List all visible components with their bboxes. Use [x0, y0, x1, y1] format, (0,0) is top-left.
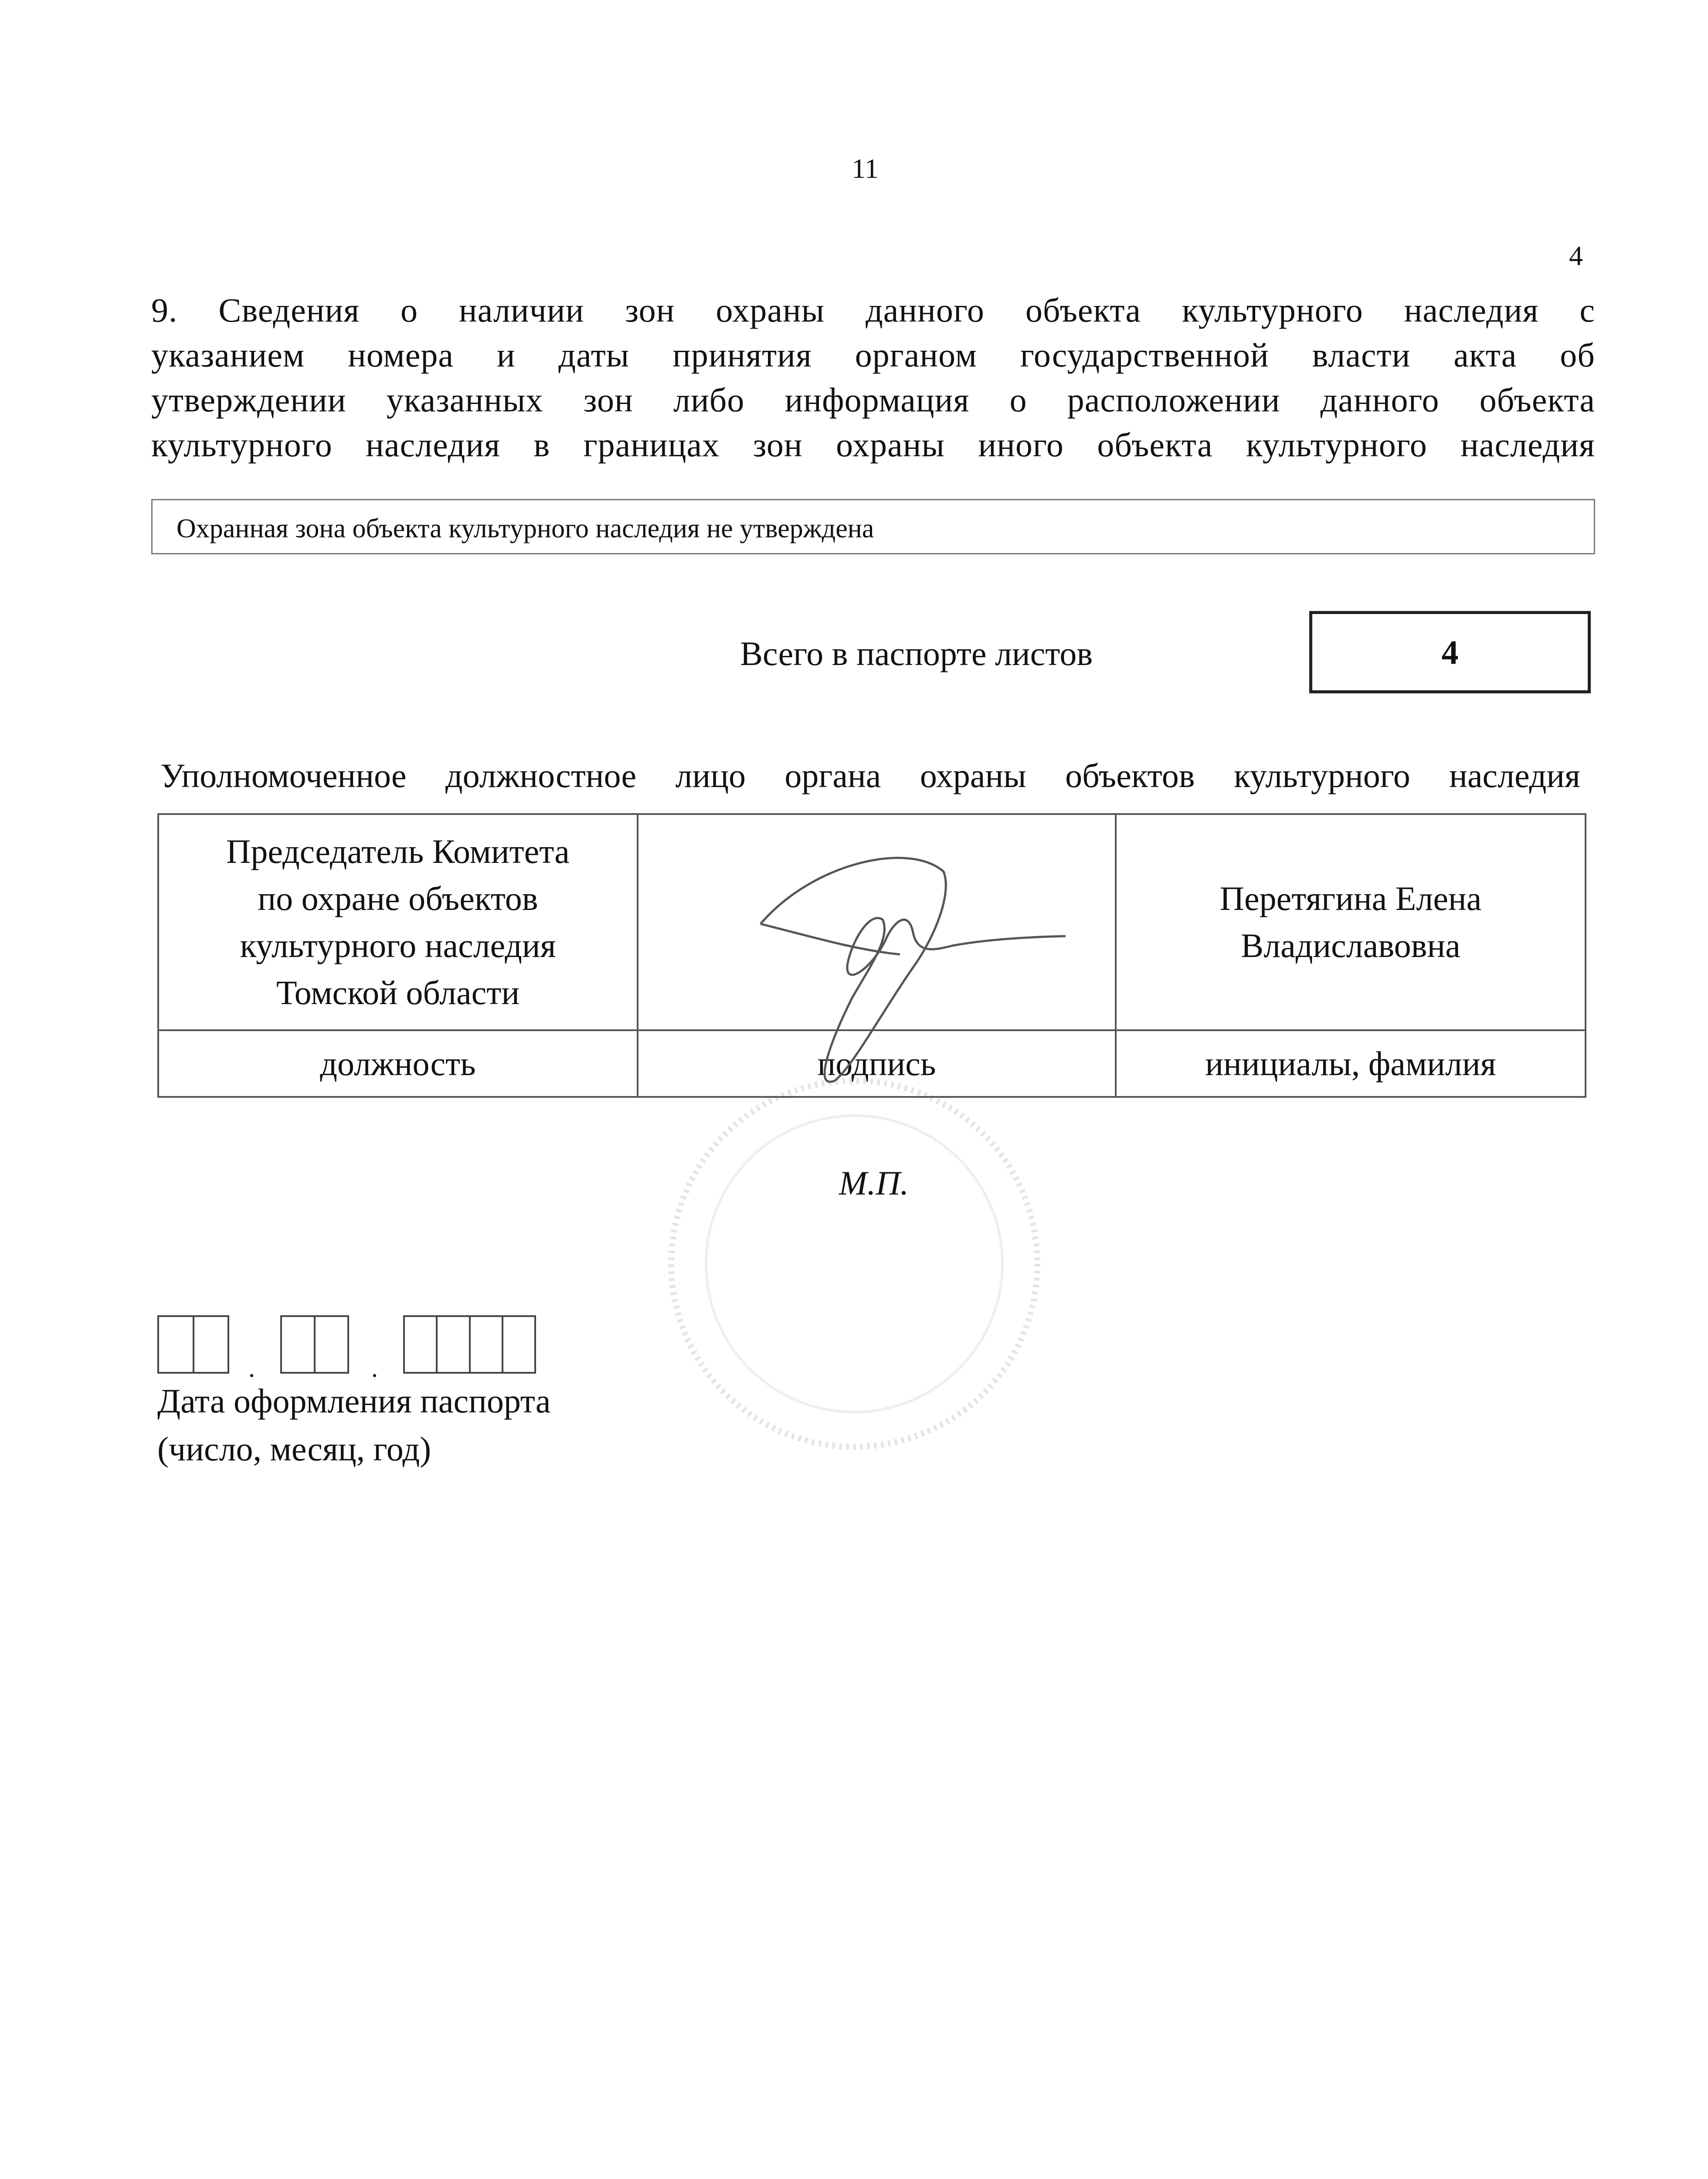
heading-line: указанием номера и даты принятия органом государственной власти акта об — [151, 336, 1595, 374]
date-separator: . — [371, 1354, 378, 1382]
official-signature-table — [157, 813, 1586, 1098]
caption-position: должность — [158, 1030, 638, 1097]
caption-name: инициалы, фамилия — [1116, 1030, 1586, 1097]
protection-zone-value: Охранная зона объекта культурного наследия не утверждена — [177, 514, 874, 543]
name-line: Перетягина Елена — [1219, 879, 1482, 917]
authorized-official-title: Уполномоченное должностное лицо органа охраны объектов культурного наследия — [160, 757, 1580, 794]
seal-stamp — [662, 1072, 1046, 1456]
caption-signature: подпись — [638, 1030, 1116, 1097]
date-day-boxes — [157, 1315, 229, 1374]
date-format-hint: (число, месяц, год) — [157, 1430, 431, 1468]
date-label: Дата оформления паспорта — [157, 1382, 551, 1420]
name-line: Владиславовна — [1241, 927, 1460, 964]
sheet-number: 4 — [1569, 240, 1583, 271]
section-9-heading — [151, 288, 1595, 467]
page-number: 11 — [852, 153, 879, 184]
position-line: Томской области — [276, 974, 520, 1011]
heading-line: культурного наследия в границах зон охраны иного объекта культурного наследия — [151, 426, 1595, 464]
heading-line: 9. Сведения о наличии зон охраны данного объекта культурного наследия с — [151, 291, 1595, 329]
signature-cell — [638, 814, 1116, 1030]
position-line: по охране объектов — [258, 879, 538, 917]
total-sheets-label: Всего в паспорте листов — [740, 635, 1093, 672]
position-line: культурного наследия — [240, 927, 556, 964]
handwritten-signature — [726, 824, 1161, 1094]
position-line: Председатель Комитета — [226, 832, 570, 870]
protection-zone-field — [151, 499, 1595, 554]
date-separator: . — [248, 1354, 255, 1382]
heading-line: утверждении указанных зон либо информация о расположении данного объекта — [151, 381, 1595, 419]
date-year-boxes — [403, 1315, 536, 1374]
name-cell — [1116, 814, 1586, 1030]
date-month-boxes — [280, 1315, 349, 1374]
position-cell — [158, 814, 638, 1030]
total-sheets-value: 4 — [1309, 611, 1591, 693]
seal-label: М.П. — [839, 1164, 909, 1202]
